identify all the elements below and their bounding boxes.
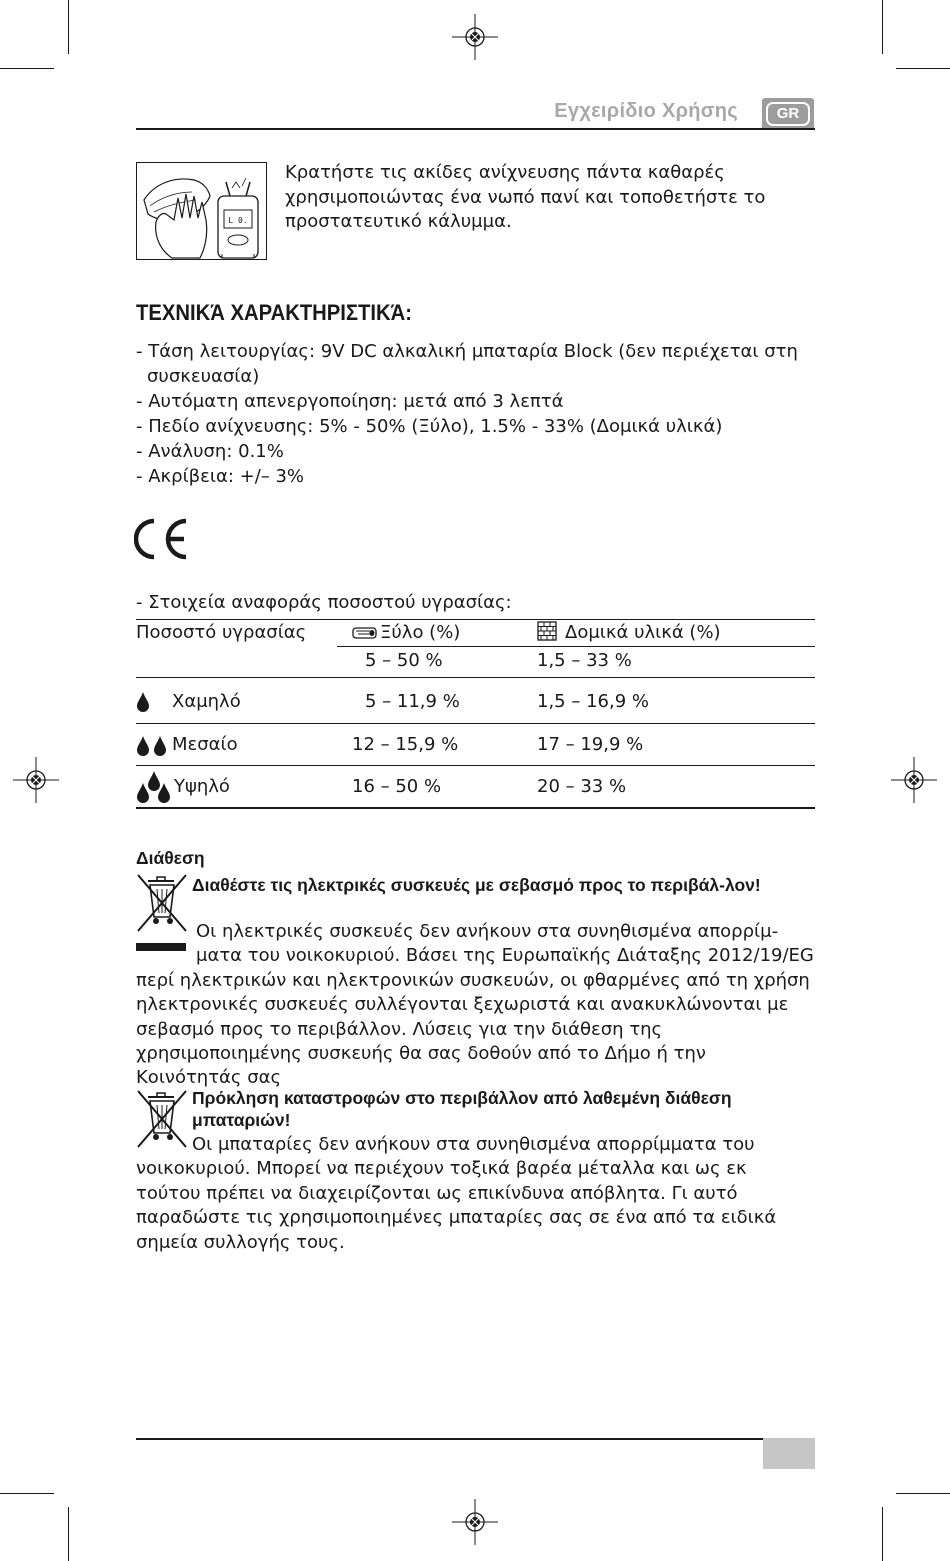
spec-item: - Αυτόματη απενεργοποίηση: μετά από 3 λεπτά [136,391,564,412]
language-badge [762,98,814,130]
brick-wall-icon [537,621,557,641]
table-rule-bottom [136,807,815,809]
battery-disposal-heading [192,1087,812,1131]
water-drop-icon [136,736,170,756]
tech-specs-list [136,339,826,489]
spec-item: - Ακρίβεια: +/– 3% [136,466,305,487]
crop-mark [896,68,950,69]
wood-plank-icon [352,626,378,640]
crop-mark [0,68,54,69]
svg-text:L 0.: L 0. [228,216,248,225]
crosshair-registration-icon [891,757,937,803]
table-rule [337,646,815,647]
page-number-box [763,1438,815,1469]
footer-rule [136,1438,763,1440]
crop-mark [0,1493,54,1494]
spec-item: - Τάση λειτουργίας: 9V DC αλκαλική μπαταρία Block (δεν περιέχεται στη συσκευασία) [136,341,798,387]
battery-disposal-heading-text: Πρόκληση καταστροφών στο περιβάλλον από λαθεμένη διάθεση μπαταριών! [192,1088,732,1130]
devices-disposal-heading-text: Διαθέστε τις ηλεκτρικές συσκευές με σεβασμό προς το περιβάλ-λον! [192,875,761,895]
moisture-table-intro: - Στοιχεία αναφοράς ποσοστού υγρασίας: [136,592,512,613]
table-cell-building: 17 – 19,9 % [537,734,644,755]
language-badge-label: GR [766,102,810,126]
crop-mark [896,1493,950,1494]
ce-mark-icon [134,518,194,560]
disposal-title: Διάθεση [136,848,205,868]
devices-disposal-text [136,920,816,1091]
hand-cloth-device-icon [136,162,267,260]
crop-mark [68,1507,69,1561]
table-cell-wood-range: 5 – 50 % [365,650,443,671]
table-header-wood: Ξύλο (%) [380,622,461,643]
table-rule [136,765,815,766]
table-rule [136,677,815,678]
crop-mark [68,0,69,54]
crop-mark [882,1507,883,1561]
moisture-level-label: Μεσαίο [172,734,238,755]
table-header-building: Δομικά υλικά (%) [565,622,721,643]
header-rule [136,128,815,130]
table-cell-building: 1,5 – 16,9 % [537,691,649,712]
tech-specs-title: ΤΕΧΝΙΚΆ ΧΑΡΑΚΤΗΡΙΣΤΙΚΆ: [136,300,413,325]
table-cell-wood: 5 – 11,9 % [365,691,460,712]
water-drop-icon [136,771,172,803]
crosshair-registration-icon [452,1499,498,1545]
crosshair-registration-icon [13,757,59,803]
spec-item: - Πεδίο ανίχνευσης: 5% - 50% (Ξύλο), 1.5% - 33% (Δομικά υλικά) [136,416,723,437]
cleaning-note: Κρατήστε τις ακίδες ανίχνευσης πάντα καθαρές χρησιμοποιώντας ένα νωπό πανί και τοποθετήστε το προστατευτικό κάλυμμα. [285,162,766,232]
battery-disposal-body: Οι μπαταρίες δεν ανήκουν στα συνηθισμένα απορρίμματα του νοικοκυριού. Μπορεί να περιέχουν τοξικά βαρέα μέταλλα και ως εκ τούτου πρέπει να διαχειρίζονται ως επικίνδυνα απόβλητα. Γι αυτό παραδώστε τις χρησιμοποιημένες μπαταρίες σας σε ένα από τα ειδικά σημεία συλλογής τους. [136,1134,777,1253]
devices-disposal-body: Οι ηλεκτρικές συσκευές δεν ανήκουν στα συνηθισμένα απορρίμ-ματα του νοικοκυριού. Βάσει της Ευρωπαϊκής Διάταξης 2012/19/EG περί ηλεκτρικών και ηλεκτρονικών συσκευών, οι φθαρμένες από τη χρήση ηλεκτρονικές συσκευές συλλέγονται ξεχωριστά και ανακυκλώνονται με σεβασμό προς το περιβάλλον. Λύσεις για την διάθεση της χρησιμοποιημένης συσκευής θα σας δοθούν από το Δήμο ή την Κοινότητάς σας [136,921,814,1089]
table-cell-wood: 12 – 15,9 % [352,734,459,755]
water-drop-icon [136,692,150,712]
table-cell-wood: 16 – 50 % [352,776,442,797]
moisture-level-label: Χαμηλό [172,691,241,712]
battery-disposal-text [136,1133,816,1255]
devices-disposal-heading [192,874,792,896]
crosshair-registration-icon [452,14,498,60]
manual-header-title: Εγχειρίδιο Χρήσης [554,100,738,122]
table-cell-building-range: 1,5 – 33 % [537,650,632,671]
table-header-moisture: Ποσοστό υγρασίας [136,622,307,643]
spec-item: - Ανάλυση: 0.1% [136,441,284,462]
moisture-level-label: Υψηλό [174,776,230,797]
crop-mark [882,0,883,54]
table-cell-building: 20 – 33 % [537,776,627,797]
table-rule [136,723,815,724]
table-rule-top [136,619,815,620]
